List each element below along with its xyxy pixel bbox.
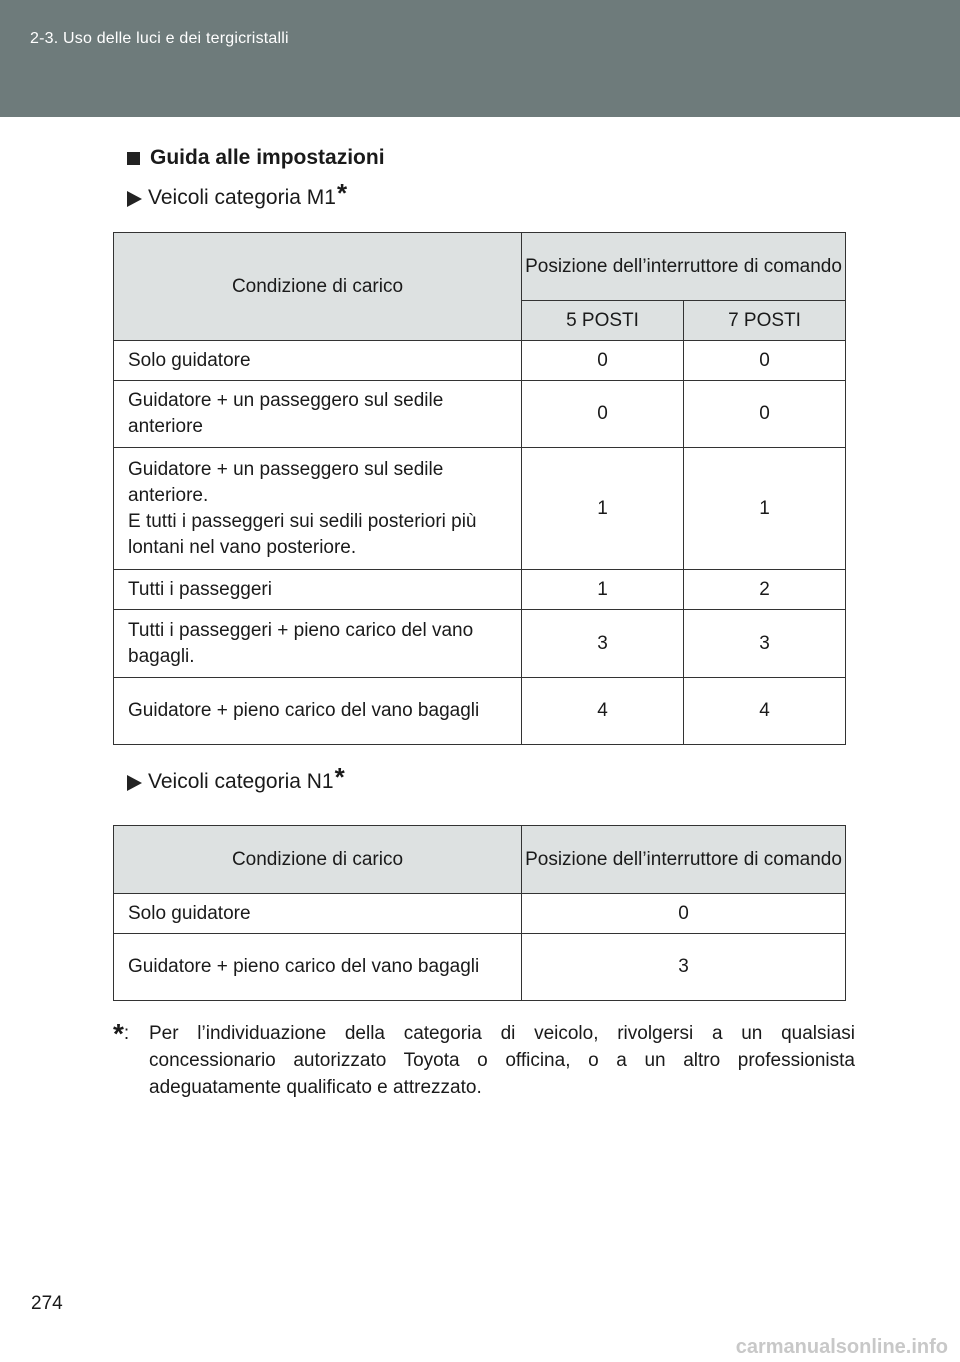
condition-cell: Guidatore + un passeggero sul sedile anteriore. E tutti i passeggeri sui sedili posteriori più lontani nel vano posteriore. xyxy=(114,448,522,570)
triangle-bullet-icon xyxy=(127,191,142,207)
m1-header-5-posti: 5 POSTI xyxy=(522,301,684,341)
condition-cell: Solo guidatore xyxy=(114,341,522,381)
table-row xyxy=(114,570,846,610)
n1-header-position: Posizione dell’interruttore di comando xyxy=(522,826,846,894)
condition-cell: Tutti i passeggeri + pieno carico del vano bagagli. xyxy=(114,610,522,678)
condition-cell: Tutti i passeggeri xyxy=(114,570,522,610)
n1-heading xyxy=(127,762,345,794)
footnote-mark: *: xyxy=(113,1018,130,1049)
n1-table xyxy=(113,825,846,1001)
m1-header-7-posti: 7 POSTI xyxy=(684,301,846,341)
chapter-title: 2-3. Uso delle luci e dei tergicristalli xyxy=(30,30,289,47)
table-row xyxy=(114,934,846,1001)
square-bullet-icon xyxy=(127,152,140,165)
table-row xyxy=(114,381,846,448)
n1-heading-text: Veicoli categoria N1 xyxy=(148,770,334,793)
value-cell: 4 xyxy=(522,678,684,745)
m1-header-condition: Condizione di carico xyxy=(114,233,522,341)
value-cell: 0 xyxy=(522,381,684,448)
m1-heading xyxy=(127,178,348,210)
n1-header-condition: Condizione di carico xyxy=(114,826,522,894)
value-cell: 3 xyxy=(522,610,684,678)
footnote-text: Per l’individuazione della categoria di veicolo, rivolgersi a un qualsiasi concessionario autorizzato Toyota o officina, o a un altro professionista adeguatamente qualificato e attrezzato. xyxy=(149,1023,855,1098)
condition-cell: Guidatore + un passeggero sul sedile anteriore xyxy=(114,381,522,448)
value-cell: 2 xyxy=(684,570,846,610)
value-cell: 3 xyxy=(522,934,846,1001)
value-cell: 1 xyxy=(522,448,684,570)
m1-heading-text: Veicoli categoria M1 xyxy=(148,186,336,209)
table-row xyxy=(114,448,846,570)
table-row xyxy=(114,894,846,934)
section-heading xyxy=(127,146,385,170)
condition-cell: Guidatore + pieno carico del vano bagagli xyxy=(114,678,522,745)
footnote xyxy=(113,1020,855,1101)
watermark: carmanualsonline.info xyxy=(735,1336,948,1358)
table-row xyxy=(114,610,846,678)
page-number: 274 xyxy=(31,1293,63,1314)
value-cell: 1 xyxy=(684,448,846,570)
header-bar xyxy=(0,0,960,117)
value-cell: 1 xyxy=(522,570,684,610)
value-cell: 0 xyxy=(684,341,846,381)
triangle-bullet-icon xyxy=(127,775,142,791)
value-cell: 3 xyxy=(684,610,846,678)
m1-table xyxy=(113,232,846,745)
table-row xyxy=(114,341,846,381)
section-heading-text: Guida alle impostazioni xyxy=(150,146,385,169)
n1-asterisk: * xyxy=(334,762,345,792)
m1-asterisk: * xyxy=(336,178,348,208)
value-cell: 0 xyxy=(522,341,684,381)
value-cell: 0 xyxy=(522,894,846,934)
condition-cell: Guidatore + pieno carico del vano bagagli xyxy=(114,934,522,1001)
table-row xyxy=(114,678,846,745)
m1-header-position: Posizione dell’interruttore di comando xyxy=(522,233,846,301)
value-cell: 4 xyxy=(684,678,846,745)
value-cell: 0 xyxy=(684,381,846,448)
condition-cell: Solo guidatore xyxy=(114,894,522,934)
footnote-asterisk: * xyxy=(113,1018,124,1049)
